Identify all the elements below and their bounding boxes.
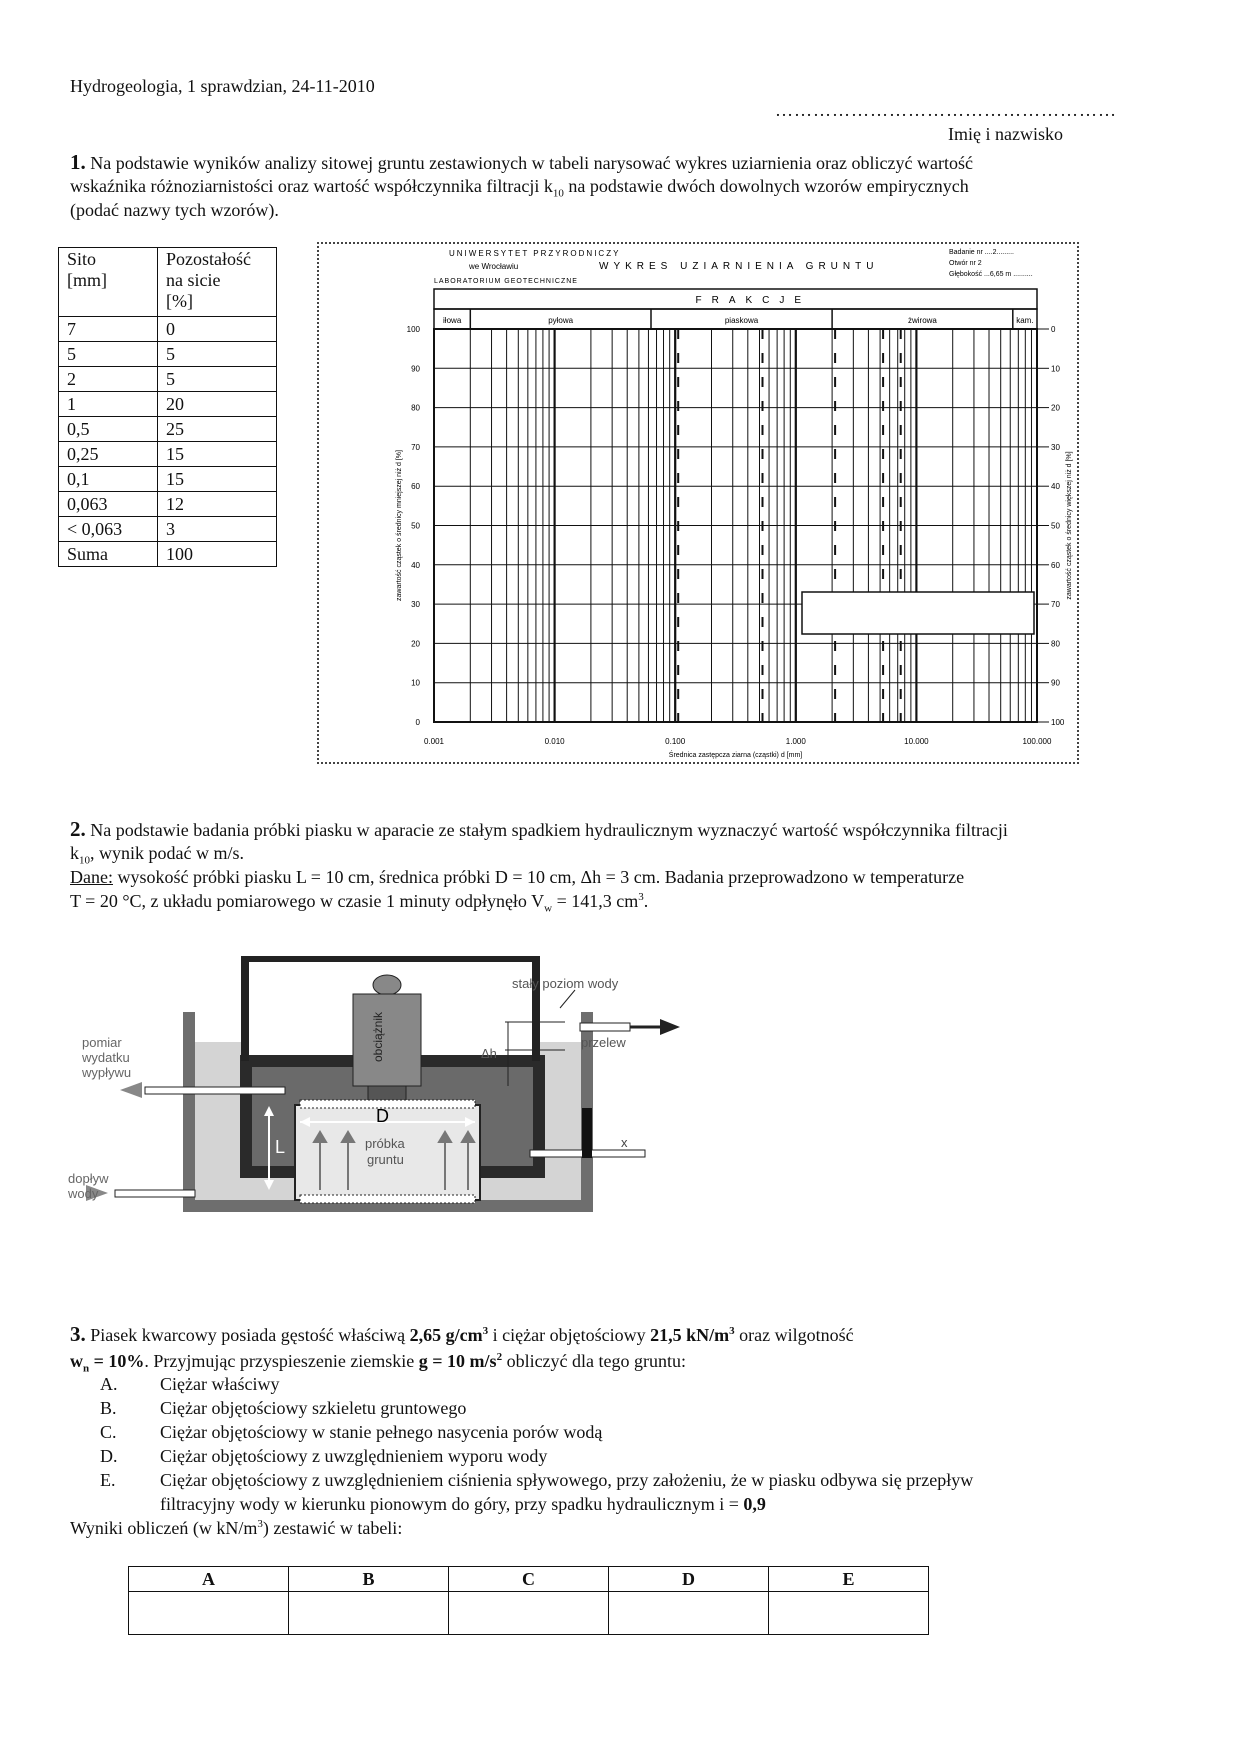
label-pomiar: pomiar bbox=[82, 1035, 122, 1050]
table-header-row: Sito [mm] Pozostałość na sicie [%] bbox=[59, 248, 277, 317]
left-tick-label: 0 bbox=[415, 718, 420, 727]
svg-text:x: x bbox=[621, 1135, 628, 1150]
answer-cell[interactable] bbox=[609, 1592, 769, 1635]
name-dots: ……………………………………………… bbox=[775, 100, 1117, 120]
col-C: C bbox=[449, 1567, 609, 1592]
col-B: B bbox=[289, 1567, 449, 1592]
x-tick-label: 0.100 bbox=[665, 737, 686, 746]
right-tick-label: 100 bbox=[1051, 718, 1065, 727]
label-dh: Δh bbox=[481, 1046, 497, 1061]
chart-title: WYKRES UZIARNIENIA GRUNTU bbox=[599, 261, 879, 272]
col-A: A bbox=[129, 1567, 289, 1592]
right-tick-label: 40 bbox=[1051, 482, 1060, 492]
x-tick-label: 1.000 bbox=[785, 737, 806, 746]
answer-cell[interactable] bbox=[769, 1592, 929, 1635]
label-probka: próbka bbox=[365, 1136, 405, 1151]
table-row: 0,5 25 bbox=[59, 417, 277, 442]
left-tick-label: 60 bbox=[411, 482, 420, 492]
table-row: 0,1 15 bbox=[59, 467, 277, 492]
x-tick-label: 0.010 bbox=[544, 737, 565, 746]
weight bbox=[353, 994, 421, 1086]
x-tick-label: 10.000 bbox=[904, 737, 929, 746]
q2-line2: $k_{10}$, wynik podać w m/s. bbox=[70, 843, 244, 867]
q2-line3: Dane: wysokość próbki piasku L = 10 cm, średnica próbki D = 10 cm, Δh = 3 cm. Badania przeprowadzono w temperaturze bbox=[70, 867, 965, 887]
label-doplyw: dopływ bbox=[68, 1171, 109, 1186]
y-axis-label-right: zawartość cząstek o średnicy większej niż d [%] bbox=[1066, 451, 1073, 600]
q1-line2: wskaźnika różnoziarnistości oraz wartość współczynnika filtracji $k_{10}$ na podstawie dwóch dowolnych wzorów empirycznych bbox=[70, 176, 969, 200]
results-table bbox=[128, 1566, 929, 1635]
table-row: 0,25 15 bbox=[59, 442, 277, 467]
label-przelew: przelew bbox=[581, 1035, 626, 1050]
right-tick-label: 50 bbox=[1051, 521, 1060, 531]
permeameter-diagram bbox=[60, 950, 720, 1270]
label-weight: obciążnik bbox=[371, 1012, 385, 1063]
x-axis-label: Średnica zastępcza ziarna (cząstki) d [mm] bbox=[668, 752, 803, 759]
col-D: D bbox=[609, 1567, 769, 1592]
results-instruction: Wyniki obliczeń (w $kN/m^3$) zestawić w tabeli: bbox=[70, 1518, 403, 1538]
right-tick-label: 80 bbox=[1051, 639, 1060, 649]
grain-size-chart bbox=[319, 244, 1077, 762]
right-tick-label: 60 bbox=[1051, 560, 1060, 570]
table-row bbox=[129, 1592, 929, 1635]
table-row: 1 20 bbox=[59, 392, 277, 417]
list-item: E. Ciężar objętościowy z uwzględnieniem ciśnienia spływowego, przy założeniu, że w piasku odbywa się przepływ bbox=[100, 1470, 974, 1490]
left-tick-label: 70 bbox=[411, 442, 420, 452]
answer-cell[interactable] bbox=[129, 1592, 289, 1635]
fraction-name-4: kam. bbox=[1016, 316, 1034, 325]
list-item: C. Ciężar objętościowy w stanie pełnego nasycenia porów wodą bbox=[100, 1422, 603, 1442]
fractions-label: FRAKCJE bbox=[695, 295, 812, 306]
svg-text:wody: wody bbox=[68, 1186, 99, 1201]
left-tick-label: 20 bbox=[411, 639, 420, 649]
q2-line4: T = 20 °C, z układu pomiarowego w czasie 1 minuty odpłynęło $V_w = 141,3$ $cm^3$. bbox=[70, 891, 649, 915]
q3-line2: $w_n = 10\%$. Przyjmując przyspieszenie ziemskie g = 10 $m/s^2$ obliczyć dla tego gruntu: bbox=[70, 1351, 687, 1375]
chart-report-3: Głębokość ...6,65 m .......... bbox=[949, 271, 1033, 278]
svg-text:gruntu: gruntu bbox=[367, 1152, 404, 1167]
label-D: D bbox=[376, 1106, 389, 1126]
left-tick-label: 100 bbox=[406, 325, 420, 334]
list-item: D. Ciężar objętościowy z uwzględnieniem wyporu wody bbox=[100, 1446, 548, 1466]
q3-line1: 3. Piasek kwarcowy posiada gęstość właściwą 2,65 $g/cm^3$ i ciężar objętościowy 21,5 $kN/m^3$ oraz wilgotność bbox=[70, 1322, 854, 1346]
right-tick-label: 20 bbox=[1051, 403, 1060, 413]
name-label: Imię i nazwisko bbox=[948, 124, 1063, 144]
left-tick-label: 30 bbox=[411, 600, 420, 610]
chart-report-1: Badanie nr ....2......... bbox=[949, 249, 1014, 256]
x-tick-label: 100.000 bbox=[1022, 737, 1052, 746]
x-tick-label: 0.001 bbox=[423, 737, 445, 746]
table-row: 2 5 bbox=[59, 367, 277, 392]
chart-report-2: Otwór nr 2 bbox=[949, 260, 982, 267]
table-row: 5 5 bbox=[59, 342, 277, 367]
fraction-name-1: pyłowa bbox=[548, 316, 574, 325]
list-item-continued: filtracyjny wody w kierunku pionowym do góry, przy spadku hydraulicznym i = 0,9 bbox=[160, 1494, 766, 1514]
right-tick-label: 0 bbox=[1051, 325, 1056, 334]
col-sieve: Sito bbox=[67, 249, 97, 269]
left-tick-label: 10 bbox=[411, 678, 420, 688]
table-row: < 0,063 3 bbox=[59, 517, 277, 542]
svg-text:wydatku: wydatku bbox=[82, 1050, 130, 1065]
table-row: 7 0 bbox=[59, 317, 277, 342]
sieve-table bbox=[58, 247, 277, 567]
fraction-name-0: iłowa bbox=[443, 316, 462, 325]
table-row: Suma 100 bbox=[59, 542, 277, 567]
q1-line1: 1. Na podstawie wyników analizy sitowej gruntu zestawionych w tabeli narysować wykres uziarnienia oraz obliczyć wartość bbox=[70, 150, 973, 174]
chart-lab: LABORATORIUM GEOTECHNICZNE bbox=[434, 278, 578, 285]
col-rest: Pozostałość bbox=[166, 249, 251, 269]
right-tick-label: 90 bbox=[1051, 678, 1060, 688]
legend-box bbox=[802, 592, 1034, 634]
label-L: L bbox=[275, 1137, 286, 1157]
chart-uni: UNIWERSYTET PRZYRODNICZY bbox=[449, 249, 621, 258]
table-row: 0,063 12 bbox=[59, 492, 277, 517]
label-staly: stały poziom wody bbox=[512, 976, 619, 991]
q1-line3: (podać nazwy tych wzorów). bbox=[70, 200, 279, 220]
fraction-name-3: żwirowa bbox=[907, 316, 937, 325]
left-tick-label: 90 bbox=[411, 364, 420, 374]
chart-uni-city: we Wrocławiu bbox=[469, 262, 519, 271]
table-header-row bbox=[129, 1567, 929, 1592]
right-tick-label: 10 bbox=[1051, 364, 1060, 374]
right-tick-label: 30 bbox=[1051, 442, 1060, 452]
list-item: B. Ciężar objętościowy szkieletu gruntowego bbox=[100, 1398, 467, 1418]
left-tick-label: 40 bbox=[411, 560, 420, 570]
left-tick-label: 80 bbox=[411, 403, 420, 413]
fraction-name-2: piaskowa bbox=[724, 316, 759, 325]
q2-line1: 2. Na podstawie badania próbki piasku w aparacie ze stałym spadkiem hydraulicznym wyznaczyć wartość współczynnika filtracji bbox=[70, 817, 1008, 841]
grain-size-chart-frame bbox=[317, 242, 1079, 764]
answer-cell[interactable] bbox=[289, 1592, 449, 1635]
left-tick-label: 50 bbox=[411, 521, 420, 531]
y-axis-label-left: zawartość cząstek o średnicy mniejszej niż d [%] bbox=[396, 450, 403, 601]
col-E: E bbox=[769, 1567, 929, 1592]
page-header-title: Hydrogeologia, 1 sprawdzian, 24-11-2010 bbox=[70, 76, 375, 96]
answer-cell[interactable] bbox=[449, 1592, 609, 1635]
svg-text:wypływu: wypływu bbox=[82, 1065, 132, 1080]
list-item: A. Ciężar właściwy bbox=[100, 1374, 280, 1394]
right-tick-label: 70 bbox=[1051, 600, 1060, 610]
